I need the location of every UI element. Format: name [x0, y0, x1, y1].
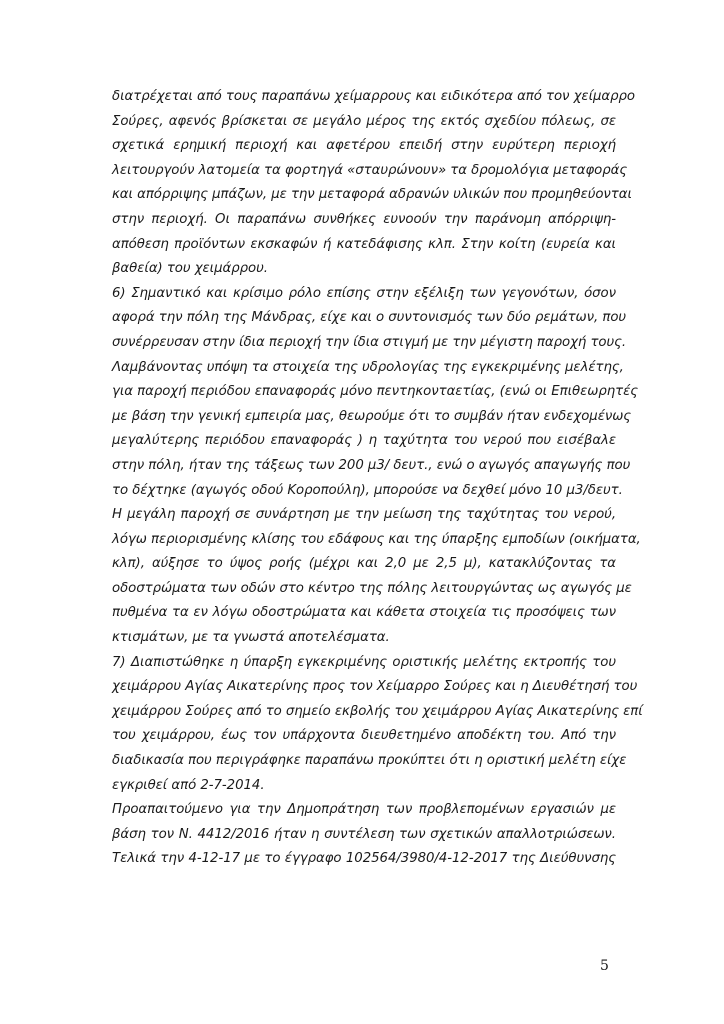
- body-text: [112, 85, 643, 872]
- text-line: σχετικά ερημική περιοχή και αφετέρου επειδή στην ευρύτερη περιοχή: [112, 138, 616, 154]
- text-line: Προαπαιτούμενο για την Δημοπράτηση των προβλεπομένων εργασιών με: [112, 802, 616, 818]
- text-line: Σούρες, αφενός βρίσκεται σε μεγάλο μέρος της εκτός σχεδίου πόλεως, σε: [112, 113, 616, 129]
- text-line: μεγαλύτερης περιόδου επαναφοράς ) η ταχύτητα του νερού που εισέβαλε: [112, 433, 616, 449]
- text-line: με βάση την γενική εμπειρία μας, θεωρούμε ότι το συμβάν ήταν ενδεχομένως: [112, 408, 632, 424]
- text-line: διατρέχεται από τους παραπάνω χείμαρρους και ειδικότερα από τον χείμαρρο: [112, 89, 636, 104]
- text-line: απόθεση προϊόντων εκσκαφών ή κατεδάφισης κλπ. Στην κοίτη (ευρεία και: [112, 236, 616, 252]
- page-number: 5: [600, 958, 609, 974]
- text-line: Τελικά την 4-12-17 με το έγγραφο 102564/3980/4-12-2017 της Διεύθυνσης: [112, 851, 616, 867]
- text-line: εγκριθεί από 2-7-2014.: [112, 777, 265, 793]
- text-line: οδοστρώματα των οδών στο κέντρο της πόλης λειτουργώντας ως αγωγός με: [112, 580, 632, 596]
- text-line: το δέχτηκε (αγωγός οδού Κοροπούλη), μπορούσε να δεχθεί μόνο 10 μ3/δευτ.: [112, 482, 623, 498]
- text-line: στην πόλη, ήταν της τάξεως των 200 μ3/ δευτ., ενώ ο αγωγός απαγωγής που: [112, 457, 631, 473]
- text-line: Λαμβάνοντας υπόψη τα στοιχεία της υδρολογίας της εγκεκριμένης μελέτης,: [112, 359, 624, 375]
- text-line: κλπ), αύξησε το ύψος ροής (μέχρι και 2,0 με 2,5 μ), κατακλύζοντας τα: [112, 556, 616, 572]
- text-line: πυθμένα τα εν λόγω οδοστρώματα και κάθετα στοιχεία τις προσόψεις των: [112, 605, 616, 621]
- text-line: λειτουργούν λατομεία τα φορτηγά «σταυρώνουν» τα δρομολόγια μεταφοράς: [112, 162, 628, 178]
- text-line: για παροχή περιόδου επαναφοράς μόνο πεντηκονταετίας, (ενώ οι Επιθεωρητές: [112, 384, 638, 400]
- text-line: χειμάρρου Σούρες από το σημείο εκβολής του χειμάρρου Αγίας Αικατερίνης επί: [112, 703, 643, 719]
- text-line: λόγω περιορισμένης κλίσης του εδάφους και της ύπαρξης εμποδίων (οικήματα,: [112, 531, 641, 547]
- text-line: συνέρρευσαν στην ίδια περιοχή την ίδια στιγμή με την μέγιστη παροχή τους.: [112, 334, 627, 350]
- text-line: και απόρριψης μπάζων, με την μεταφορά αδρανών υλικών που προμηθεύονται: [112, 187, 632, 203]
- text-line: χειμάρρου Αγίας Αικατερίνης προς τον Χείμαρρο Σούρες και η Διευθέτησή του: [112, 679, 638, 695]
- text-line: του χειμάρρου, έως τον υπάρχοντα διευθετημένο αποδέκτη του. Από την: [112, 728, 616, 744]
- text-line: αφορά την πόλη της Μάνδρας, είχε και ο συντονισμός των δύο ρεμάτων, που: [112, 310, 627, 326]
- text-line: Η μεγάλη παροχή σε συνάρτηση με την μείωση της ταχύτητας του νερού,: [112, 507, 616, 523]
- text-line: βάση τον Ν. 4412/2016 ήταν η συντέλεση των σχετικών απαλλοτριώσεων.: [112, 826, 616, 842]
- text-line: διαδικασία που περιγράφηκε παραπάνω προκύπτει ότι η οριστική μελέτη είχε: [112, 753, 627, 769]
- text-line: στην περιοχή. Οι παραπάνω συνθήκες ευνοούν την παράνομη απόρριψη-: [112, 211, 616, 227]
- text-line: κτισμάτων, με τα γνωστά αποτελέσματα.: [112, 630, 390, 646]
- text-line: 6) Σημαντικό και κρίσιμο ρόλο επίσης στην εξέλιξη των γεγονότων, όσον: [112, 285, 616, 301]
- text-line: βαθεία) του χειμάρρου.: [112, 261, 268, 277]
- text-line: 7) Διαπιστώθηκε η ύπαρξη εγκεκριμένης οριστικής μελέτης εκτροπής του: [112, 654, 616, 670]
